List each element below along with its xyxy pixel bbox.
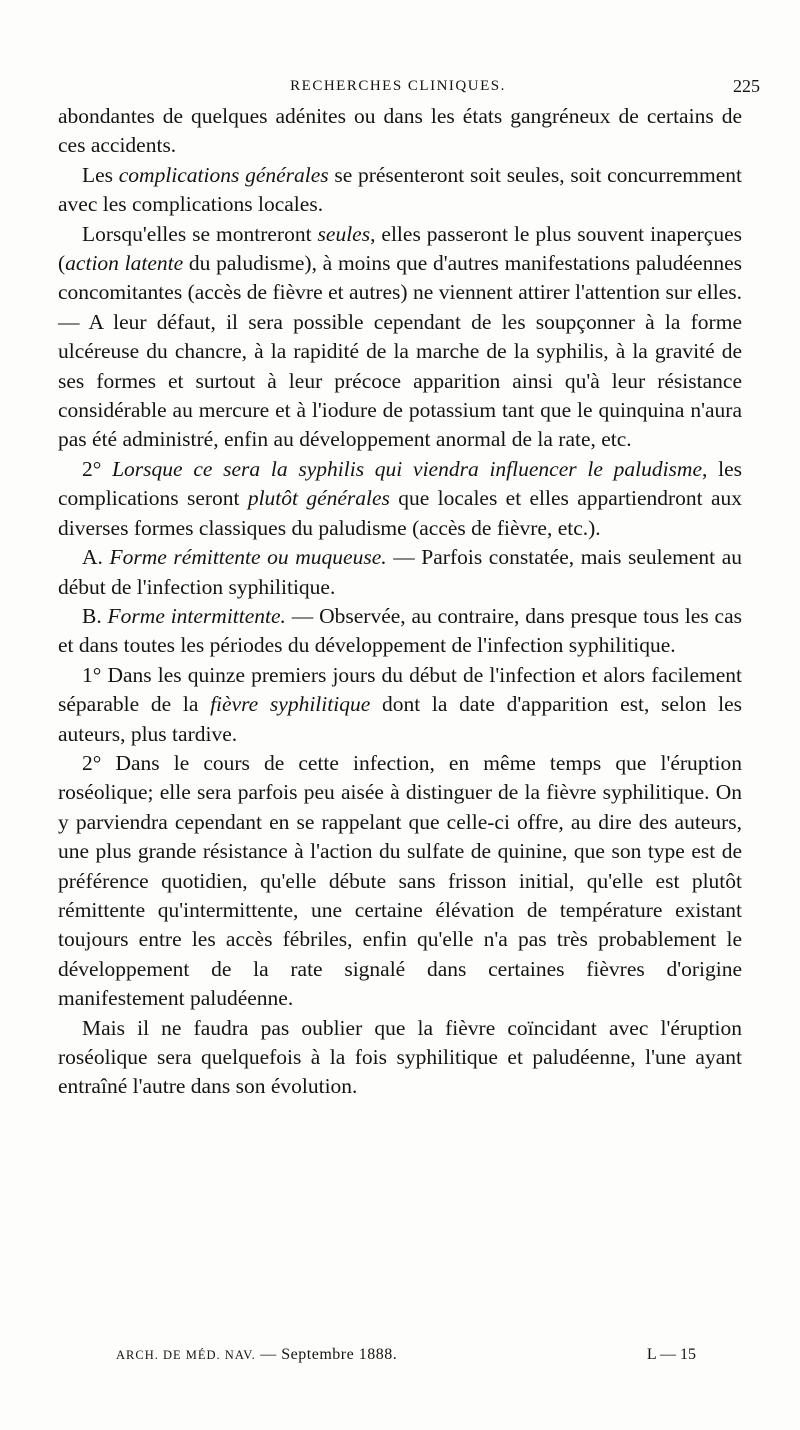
italic-text: seules (317, 221, 371, 246)
text-segment: , elles passeront le plus souvent inaperçues ( (58, 221, 743, 276)
paragraph-p3 (58, 220, 742, 455)
page-footer (116, 1346, 696, 1370)
text-segment: que locales et elles appartiendront aux diverses formes classiques du paludisme (accès de fièvre, etc.). (58, 486, 742, 540)
page-number: 225 (733, 76, 760, 96)
text-segment: — Observée, au contraire, dans presque tous les cas et dans toutes les périodes du développement de l'infection syphilitique. (58, 603, 742, 658)
text-segment: Les (82, 162, 119, 187)
italic-text: Forme intermittente. (107, 603, 286, 628)
text-segment: , les complications seront (58, 456, 742, 511)
paragraph-p6 (58, 602, 742, 661)
text-segment: se présenteront soit seules, soit concurremment avec les complications locales. (58, 162, 742, 217)
text-segment: B. (82, 603, 108, 628)
italic-text: complications générales (118, 162, 329, 187)
text-segment: 1° Dans les quinze premiers jours du début de l'infection et alors facilement séparable de la (58, 662, 742, 717)
italic-text: action latente (65, 251, 184, 276)
journal-abbrev: ARCH. DE MÉD. NAV. (116, 1348, 256, 1362)
paragraph-p2 (58, 161, 742, 220)
footer-journal (116, 1346, 397, 1364)
text-segment: — Parfois constatée, mais seulement au début de l'infection syphilitique. (58, 545, 743, 599)
paragraph-p1 (58, 102, 742, 161)
body-text (58, 102, 742, 1102)
signature-mark: L — 15 (646, 1346, 696, 1363)
text-segment: du paludisme), à moins que d'autres manifestations paludéennes concomitantes (accès de fièvre et autres) ne viennent attirer l'attention sur elles. — A leur défaut, il sera possible cependant de les soupçonner à la forme ulcéreuse du chancre, à la rapidité de la marche de la syphilis, à la gravité de ses formes et surtout à leur précoce apparition ainsi qu'à leur résistance considérable au mercure et à l'iodure de potassium tant que le quinquina n'aura pas été administré, enfin au développement anormal de la rate, etc. (58, 251, 743, 452)
paragraph-p5 (58, 543, 742, 602)
running-title: RECHERCHES CLINIQUES. (290, 78, 506, 94)
paragraph-p8 (58, 749, 742, 1014)
paragraph-p7 (58, 661, 742, 749)
text-segment: A. (82, 545, 110, 570)
text-segment: 2° (82, 456, 113, 481)
italic-text: fièvre syphilitique (210, 692, 371, 717)
paragraph-p9 (58, 1014, 742, 1102)
text-segment: dont la date d'apparition est, selon les auteurs, plus tardive. (58, 692, 742, 746)
italic-text: plutôt générales (247, 486, 390, 511)
text-segment: Lorsqu'elles se montreront (82, 221, 318, 246)
italic-text: Lorsque ce sera la syphilis qui viendra influencer le paludisme (112, 456, 702, 481)
italic-text: Forme rémittente ou muqueuse. (109, 545, 387, 570)
text-segment: abondantes de quelques adénites ou dans les états gangréneux de certains de ces accidents. (58, 104, 742, 158)
running-header (58, 72, 760, 102)
footer-date: — Septembre 1888. (260, 1346, 398, 1363)
paragraph-p4 (58, 455, 742, 543)
text-segment: 2° Dans le cours de cette infection, en même temps que l'éruption roséolique; elle sera parfois peu aisée à distinguer de la fièvre syphilitique. On y parviendra cependant en se rappelant que celle-ci offre, au dire des auteurs, une plus grande résistance à l'action du sulfate de quinine, que son type est de préférence quotidien, qu'elle débute sans frisson initial, qu'elle est plutôt rémittente qu'intermittente, une certaine élévation de température existant toujours entre les accès fébriles, enfin qu'elle n'a pas très probablement le développement de la rate signalé dans certaines fièvres d'origine manifestement paludéenne. (58, 750, 742, 1011)
text-segment: Mais il ne faudra pas oublier que la fièvre coïncidant avec l'éruption roséolique sera quelquefois à la fois syphilitique et paludéenne, l'une ayant entraîné l'autre dans son évolution. (58, 1015, 742, 1099)
